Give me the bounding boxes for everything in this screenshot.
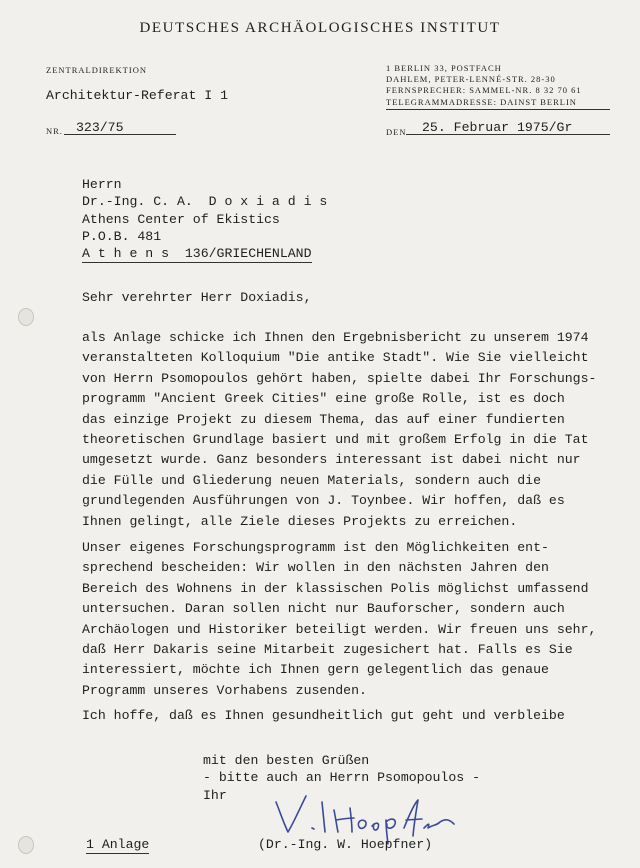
closing-line: Ihr — [203, 787, 227, 803]
body-line: veranstalteten Kolloquium "Die antike Stadt". Wie Sie vielleicht — [82, 350, 589, 366]
recipient-line: Athens Center of Ekistics — [82, 211, 280, 227]
address-line: 1 BERLIN 33, POSTFACH — [386, 63, 502, 73]
punch-hole-top — [18, 308, 34, 326]
recipient-line: Dr.-Ing. C. A. D o x i a d i s — [82, 194, 328, 210]
date-label: DEN — [386, 127, 407, 137]
body-line: das einzige Projekt zu diesem Thema, das auf einer fundierten — [82, 411, 565, 427]
paragraph-1 — [82, 328, 596, 532]
body-line: Archäologen und Historiker beteiligt werden. Wir freuen uns sehr, — [82, 621, 597, 637]
enclosure-note: 1 Anlage — [86, 837, 150, 852]
paragraph-3 — [82, 708, 565, 723]
body-line: Unser eigenes Forschungsprogramm ist den Möglichkeiten ent- — [82, 540, 549, 555]
ref-label: NR. — [46, 126, 63, 136]
body-line: umgesetzt wurde. Ganz besonders interessant ist dabei nicht nur — [82, 452, 581, 468]
body-line: Programm unseres Vorhabens zusenden. — [82, 682, 367, 698]
body-line: Bereich des Wohnens in der klassischen Polis möglichst umfassend — [82, 580, 589, 596]
recipient-city: A t h e n s 136/GRIECHENLAND — [82, 246, 312, 261]
ref-underline — [64, 134, 176, 135]
letterhead-left-label: ZENTRALDIREKTION — [46, 65, 147, 75]
body-line: grundlegenden Ausführungen von J. Toynbee. Wir hoffen, daß es — [82, 493, 565, 509]
address-line: FERNSPRECHER: SAMMEL-NR. 8 32 70 61 — [386, 85, 582, 96]
body-line: als Anlage schicke ich Ihnen den Ergebnisbericht zu unserem 1974 — [82, 330, 589, 345]
closing-line: mit den besten Grüßen — [203, 753, 370, 768]
body-line: untersuchen. Daran sollen nicht nur Bauforscher, sondern auch — [82, 601, 565, 617]
body-line: interessiert, möchte ich Ihnen gern gelegentlich das genaue — [82, 662, 549, 678]
address-block — [386, 63, 582, 108]
salutation: Sehr verehrter Herr Doxiadis, — [82, 290, 312, 305]
body-line: theoretischen Grundlage basiert und mit großem Erfolg in die Tat — [82, 432, 589, 448]
body-line: Ihnen gelingt, alle Ziele dieses Projekts zu erreichen. — [82, 513, 518, 529]
body-line: Ich hoffe, daß es Ihnen gesundheitlich gut geht und verbleibe — [82, 708, 565, 723]
body-line: daß Herr Dakaris seine Mitarbeit zugesichert hat. Falls es Sie — [82, 642, 573, 658]
recipient-line: P.O.B. 481 — [82, 229, 162, 245]
date-underline — [406, 134, 610, 135]
body-line: sprechend bescheiden: Wir wollen in den nächsten Jahren den — [82, 560, 549, 576]
body-line: die Fülle und Gliederung neuen Materials, sondern auch die — [82, 472, 541, 488]
department-line: Architektur-Referat I 1 — [46, 88, 229, 103]
recipient-line: Herrn — [82, 177, 122, 192]
ref-number: 323/75 — [76, 120, 124, 135]
body-line: programm "Ancient Greek Cities" eine große Rolle, ist es doch — [82, 391, 565, 407]
address-underline — [386, 109, 610, 110]
body-line: von Herrn Psomopoulos gehört haben, spielte dabei Ihr Forschungs- — [82, 370, 597, 386]
signatory-name: (Dr.-Ing. W. Hoepfner) — [258, 837, 433, 852]
letter-date: 25. Februar 1975/Gr — [422, 120, 573, 135]
address-line: TELEGRAMMADRESSE: DAINST BERLIN — [386, 96, 577, 107]
punch-hole-bottom — [18, 836, 34, 854]
recipient-address — [82, 176, 327, 246]
paragraph-2 — [82, 538, 596, 701]
institute-name: DEUTSCHES ARCHÄOLOGISCHES INSTITUT — [139, 20, 501, 36]
address-line: DAHLEM, PETER-LENNÉ-STR. 28-30 — [386, 74, 556, 85]
closing-line: - bitte auch an Herrn Psomopoulos - — [203, 770, 480, 786]
